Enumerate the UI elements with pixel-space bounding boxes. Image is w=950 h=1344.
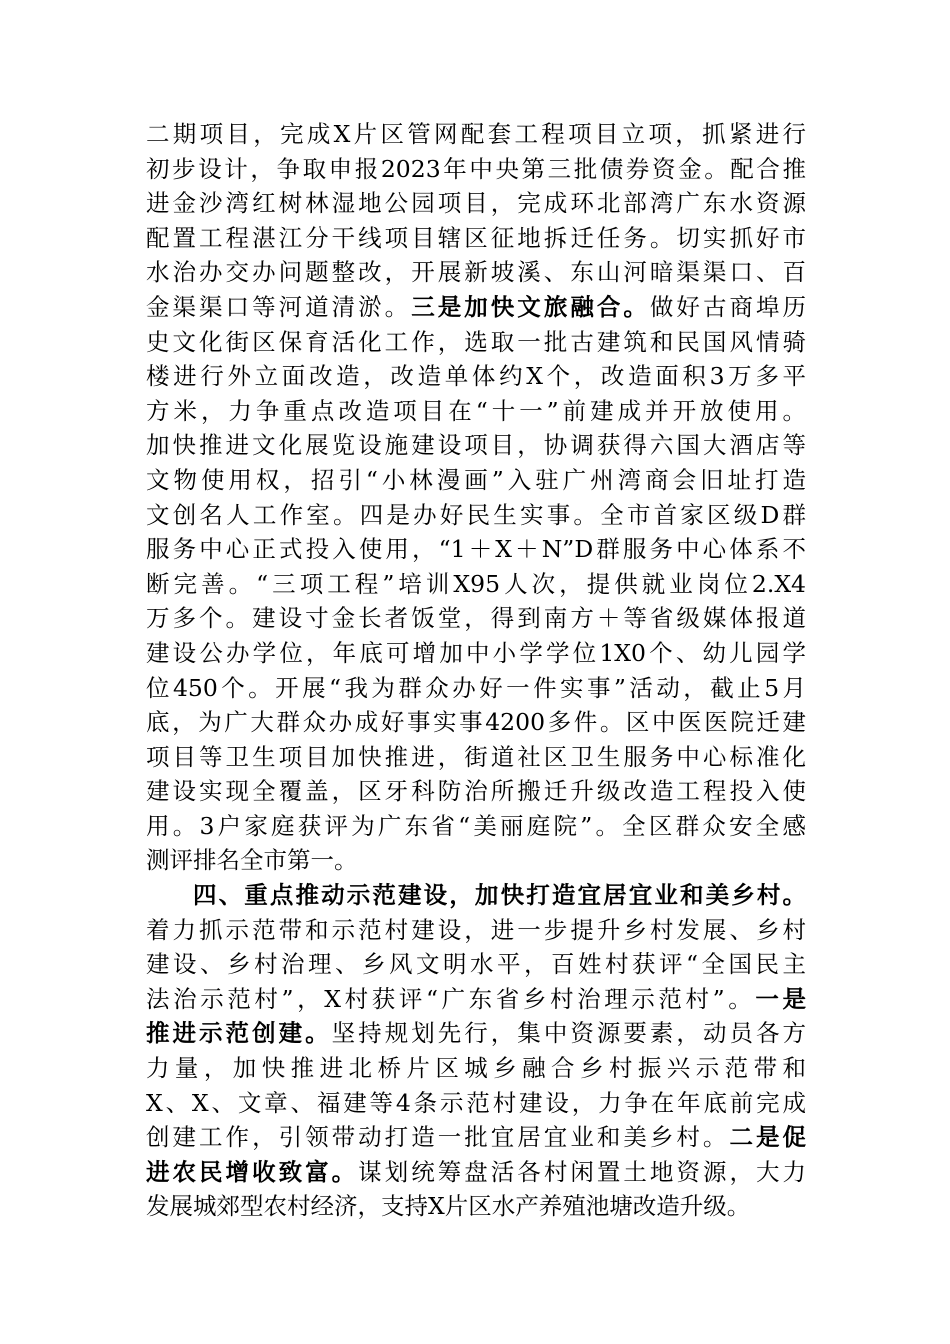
text-segment: 做好古商埠历 [649, 292, 807, 321]
document-body [146, 117, 806, 1224]
text-line: 建设实现全覆盖，区牙科防治所搬迁升级改造工程投入使 [146, 777, 806, 806]
emphasis-text: 一是 [755, 984, 806, 1013]
text-line: 加快推进文化展览设施建设项目，协调获得六国大酒店等 [146, 431, 806, 460]
text-line: 初步设计，争取申报2023年中央第三批债券资金。配合推 [146, 154, 806, 183]
text-line: 着力抓示范带和示范村建设，进一步提升乡村发展、乡村 [146, 915, 806, 944]
text-line: 建设、乡村治理、乡风文明水平，百姓村获评“全国民主 [146, 950, 806, 979]
text-line: 二期项目，完成X片区管网配套工程项目立项，抓紧进行 [146, 120, 806, 148]
emphasis-text: 进农民增收致富。 [146, 1157, 359, 1186]
text-segment: 创建工作，引领带动打造一批宜居宜业和美乡村。 [146, 1123, 730, 1152]
emphasis-text: 三是加快文旅融合。 [411, 292, 650, 321]
text-line [146, 982, 806, 1017]
text-segment: 法治示范村”，X村获评“广东省乡村治理示范村”。 [146, 984, 756, 1013]
text-line: 水治办交办问题整改，开展新坡溪、东山河暗渠渠口、百 [146, 258, 806, 287]
text-line: 史文化街区保育活化工作，选取一批古建筑和民国风情骑 [146, 327, 806, 356]
text-line: 方米，力争重点改造项目在“十一”前建成并开放使用。 [146, 396, 806, 425]
paragraph-rural-demonstration [146, 878, 806, 1224]
text-segment: 谋划统筹盘活各村闲置土地资源，大力 [358, 1157, 807, 1186]
text-line: 力量，加快推进北桥片区城乡融合乡村振兴示范带和 [146, 1054, 806, 1083]
paragraph-livelihood [146, 117, 806, 878]
text-line: 项目等卫生项目加快推进，街道社区卫生服务中心标准化 [146, 742, 806, 771]
text-line: 用。3户家庭获评为广东省“美丽庭院”。全区群众安全感 [146, 811, 806, 840]
text-line [146, 1120, 806, 1155]
text-line: 配置工程湛江分干线项目辖区征地拆迁任务。切实抓好市 [146, 223, 806, 252]
text-line: 文创名人工作室。四是办好民生实事。全市首家区级D群 [146, 500, 806, 529]
text-line: X、X、文章、福建等4条示范村建设，力争在年底前完成 [146, 1088, 806, 1117]
text-line: 万多个。建设寸金长者饭堂，得到南方＋等省级媒体报道 [146, 604, 806, 633]
text-line: 楼进行外立面改造，改造单体约X个，改造面积3万多平 [146, 362, 806, 391]
text-segment: 金渠渠口等河道清淤。 [146, 292, 412, 321]
text-line: 文物使用权，招引“小林漫画”入驻广州湾商会旧址打造 [146, 465, 806, 494]
text-line [146, 1155, 806, 1190]
section-heading: 四、重点推动示范建设，加快打造宜居宜业和美乡村。 [193, 881, 806, 910]
text-line: 建设公办学位，年底可增加中小学学位1X0个、幼儿园学 [146, 638, 806, 667]
text-line [146, 1016, 806, 1051]
emphasis-text: 推进示范创建。 [146, 1019, 332, 1048]
text-line: 发展城郊型农村经济，支持X片区水产养殖池塘改造升级。 [146, 1192, 751, 1221]
text-line: 断完善。“三项工程”培训X95人次，提供就业岗位2.X4 [146, 569, 806, 598]
text-line: 服务中心正式投入使用，“1＋X＋N”D群服务中心体系不 [146, 535, 806, 564]
text-line: 测评排名全市第一。 [146, 846, 358, 875]
text-segment: 坚持规划先行，集中资源要素，动员各方 [331, 1019, 807, 1048]
text-line [146, 290, 806, 325]
text-line: 位450个。开展“我为群众办好一件实事”活动，截止5月 [146, 673, 806, 702]
emphasis-text: 二是促 [729, 1123, 807, 1152]
text-line: 进金沙湾红树林湿地公园项目，完成环北部湾广东水资源 [146, 189, 806, 218]
text-line: 底，为广大群众办成好事实事4200多件。区中医医院迁建 [146, 708, 806, 737]
